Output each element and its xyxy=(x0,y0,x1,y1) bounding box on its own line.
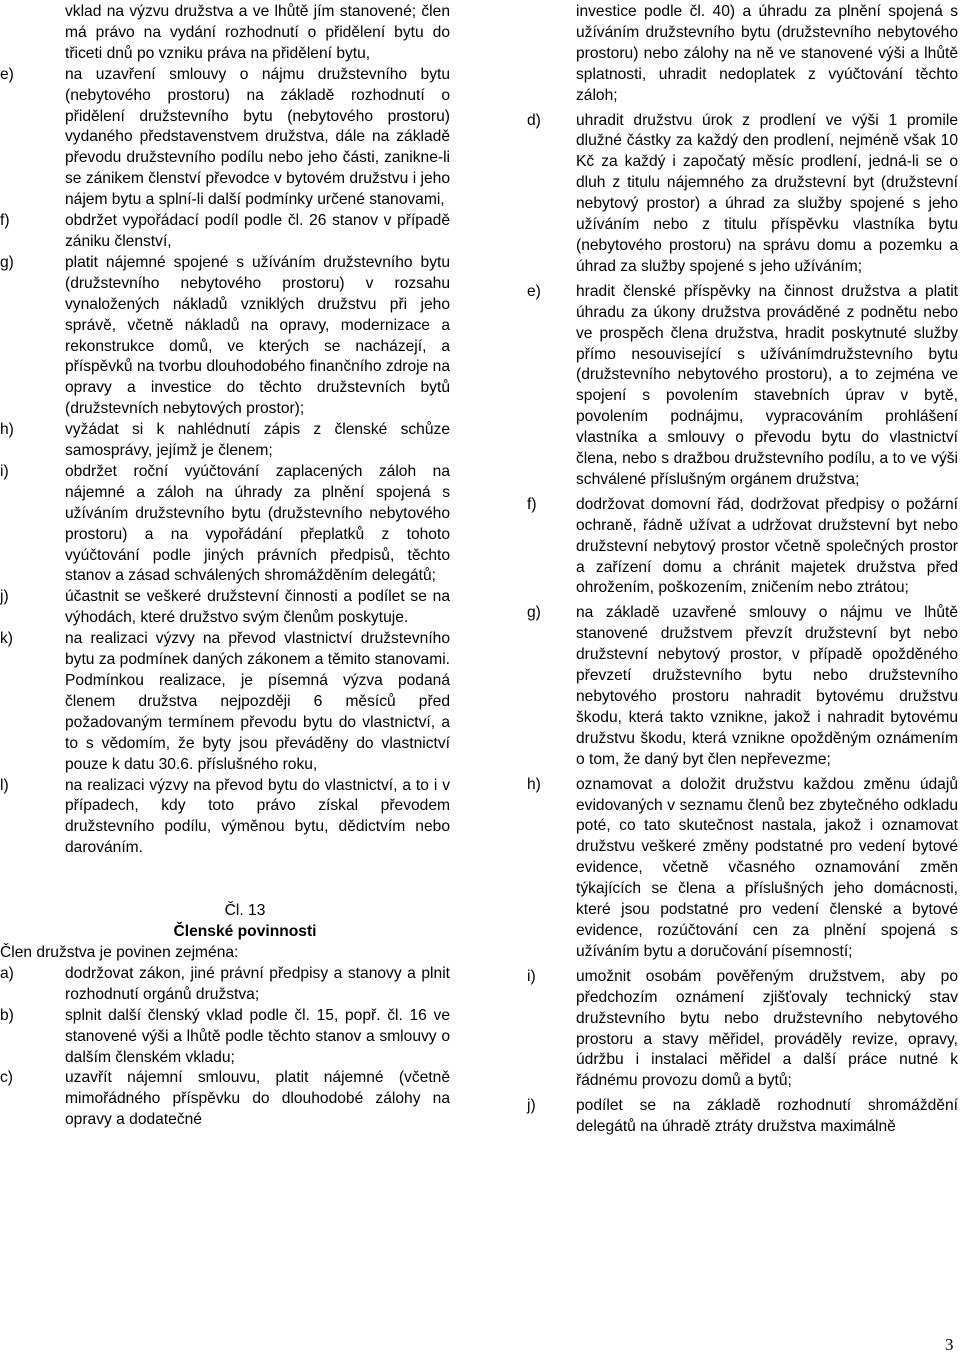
left-column xyxy=(0,2,450,1131)
item-label: k) xyxy=(0,630,13,648)
item-text: vyžádat si k nahlédnutí zápis z členské schůze samosprávy, jejímž je členem; xyxy=(65,421,450,460)
item-label: j) xyxy=(527,1097,536,1115)
list-item xyxy=(0,253,450,420)
list-item xyxy=(0,65,450,211)
item-text: vklad na výzvu družstva a ve lhůtě jím stanovené; člen má právo na vydání rozhodnutí o přidělení bytu do třiceti dnů po vzniku práva na přidělení bytu, xyxy=(65,3,450,62)
page-number: 3 xyxy=(945,1335,954,1354)
item-text: umožnit osobám pověřeným družstvem, aby po předchozím oznámení zjišťovaly technický stav družstevního bytu nebo družstevního nebytového prostoru a stavy měřidel, prováděly revize, opravy, údržbu i instalaci měřidel a další práce nutné k řádnému provozu domů a bytů; xyxy=(576,967,958,1090)
item-text: uhradit družstvu úrok z prodlení ve výši 1 promile dlužné částky za každý den prodlení, nejméně však 10 Kč za každý i započatý měsíc prodlení, jedná-li se o dluh z titulu nájemného za družstevní byt (družstevní nebytový prostor) a úhrad za služby spojené s jeho užíváním nebo z titulu příspěvku vlastníka bytu (nebytového prostoru) na správu domu a pozemku a úhrad za služby spojené s jeho užíváním; xyxy=(576,111,958,275)
item-label: e) xyxy=(527,282,541,300)
list-item xyxy=(0,776,450,860)
item-text: na realizaci výzvy na převod bytu do vlastnictví, a to i v případech, kdy toto právo získal převodem družstevního podílu, výměnou bytu, dědictvím nebo darováním. xyxy=(65,776,450,857)
item-text: hradit členské příspěvky na činnost družstva a platit úhradu za úkony družstva prováděné z podnětu nebo ve prospěch člena družstva, hradit poskytnuté služby přímo nesouvisející s užívánímdružstevního bytu (družstevního nebytového prostoru), a to zejména ve spojení s povolením stavebních úprav v bytě, povolením podnájmu, vypracováním prohlášení vlastníka a smlouvy o převodu bytu do vlastnictví člena, nebo s dražbou družstevního podílu, a to ve výši schválené příslušným orgánem družstva; xyxy=(576,282,958,488)
item-label: g) xyxy=(0,253,14,271)
list-item xyxy=(527,775,958,963)
item-text: platit nájemné spojené s užíváním družstevního bytu (družstevního nebytového prostoru) v rozsahu vynaložených nákladů vzniklých družstvu při jeho správě, včetně nákladů na opravy, modernizace a rekonstrukce domů, ve kterých se nacházejí, a příspěvků na tvorbu dlouhodobého finančního zdroje na opravy a investice do těchto družstevních bytů (družstevních nebytových prostor); xyxy=(65,253,450,418)
item-label: i) xyxy=(527,967,536,985)
article-intro: Člen družstva je povinen zejména: xyxy=(0,943,239,961)
item-text: na uzavření smlouvy o nájmu družstevního bytu (nebytového prostoru) na základě rozhodnutí o přidělení družstevního bytu (nebytového prostoru) vydaného představenstvem družstva, dále na základě převodu družstevního podílu nebo jeho části, zanikne-li se zánikem členství převodce v bytovém družstvu i jeho nájem bytu a splní-li další podmínky určené stanovami, xyxy=(65,65,450,209)
item-text: dodržovat zákon, jiné právní předpisy a stanovy a plnit rozhodnutí orgánů družstva; xyxy=(65,964,450,1003)
list-item xyxy=(0,964,450,1006)
list-item xyxy=(527,282,958,491)
list-item xyxy=(0,587,450,629)
list-item xyxy=(527,967,958,1092)
right-column xyxy=(527,2,958,1138)
item-label: h) xyxy=(0,421,14,439)
list-item xyxy=(0,211,450,253)
item-text: podílet se na základě rozhodnutí shromáždění delegátů na úhradě ztráty družstva maximálně xyxy=(576,1097,958,1136)
item-label: e) xyxy=(0,65,14,83)
item-label: g) xyxy=(527,604,541,622)
article-title: Členské povinnosti xyxy=(173,923,317,941)
item-text: účastnit se veškeré družstevní činnosti a podílet se na výhodách, které družstvo svým členům poskytuje. xyxy=(65,588,450,627)
item-label: l) xyxy=(0,776,9,794)
list-item xyxy=(527,495,958,600)
item-text: obdržet vypořádací podíl podle čl. 26 stanov v případě zániku členství, xyxy=(65,212,450,250)
list-item xyxy=(527,111,958,278)
article-number: Čl. 13 xyxy=(224,902,266,920)
item-text: obdržet roční vyúčtování zaplacených záloh na nájemné a záloh na úhrady za plnění spojená s užíváním družstevního bytu (družstevního nebytového prostoru) a na vypořádání přeplatků z tohoto vyúčtování podle jiných právních předpisů, těchto stanov a zásad schválených shromážděním delegátů; xyxy=(65,462,450,585)
item-label: a) xyxy=(0,964,14,982)
item-label: h) xyxy=(527,775,541,793)
list-item xyxy=(527,1096,958,1138)
item-text: na základě uzavřené smlouvy o nájmu ve lhůtě stanovené družstvem převzít družstevní byt nebo družstevní nebytový prostor, v případě opožděného převzetí družstevního bytu nebo družstevního nebytového prostoru nahradit bytovému družstvu škodu, která takto vznikne, jakož i nahradit bytovému družstvu škodu, která vznikne opožděným oznámením o tom, že daný byt člen nepřevezme; xyxy=(576,604,958,768)
list-item xyxy=(0,1006,450,1069)
item-text: dodržovat domovní řád, dodržovat předpisy o požární ochraně, řádně užívat a udržovat družstevní byt nebo družstevní nebytový prostor včetně společných prostor a zařízení domu a chránit majetek družstva před ohrožením, poškozením, zničením nebo ztrátou; xyxy=(576,495,958,597)
list-item xyxy=(0,629,450,775)
item-text: oznamovat a doložit družstvu každou změnu údajů evidovaných v seznamu členů bez zbytečného odkladu poté, co tato skutečnost nastala, jakož i oznamovat družstvu veškeré změny podstatné pro vedení bytové evidence, včetně včasného oznamování změn týkajících se člena a příslušných jeho domácnosti, které jsou podstatné pro vedení členské a bytové evidence, rozúčtování cen za plnění spojená s užíváním bytu a doručování písemností; xyxy=(576,775,958,960)
item-text: uzavřít nájemní smlouvu, platit nájemné (včetně mimořádného příspěvku do dlouhodobé zálohy na opravy a dodatečné xyxy=(65,1069,450,1129)
item-label: f) xyxy=(527,495,537,513)
list-item xyxy=(0,462,450,587)
item-label: j) xyxy=(0,588,9,606)
continued-item-d xyxy=(0,2,450,65)
item-label: d) xyxy=(527,111,541,129)
item-text: investice podle čl. 40) a úhradu za plnění spojená s užíváním družstevního bytu (družstevního nebytového prostoru) nebo zálohy na ně ve stanovené výši a lhůtě splatnosti, uhradit nedoplatek z vyúčtování těchto záloh; xyxy=(576,3,958,104)
list-item xyxy=(0,1068,450,1131)
item-label: c) xyxy=(0,1069,13,1087)
list-item xyxy=(0,420,450,462)
item-text: splnit další členský vklad podle čl. 15, popř. čl. 16 ve stanovené výši a lhůtě podle těchto stanov a smlouvy o dalším členském vkladu; xyxy=(65,1006,450,1066)
continued-item-c xyxy=(527,2,958,107)
item-label: f) xyxy=(0,212,10,230)
item-label: i) xyxy=(0,462,9,480)
item-label: b) xyxy=(0,1006,14,1024)
list-item xyxy=(527,603,958,770)
item-text: na realizaci výzvy na převod vlastnictví družstevního bytu za podmínek daných zákonem a těmito stanovami. Podmínkou realizace, je písemná výzva podaná členem družstva nejpozději 6 měsíců před požadovaným termínem převodu bytu do vlastnictví, a to s vědomím, že byty jsou převáděny do vlastnictví pouze k datu 30.6. příslušného roku, xyxy=(65,630,450,773)
